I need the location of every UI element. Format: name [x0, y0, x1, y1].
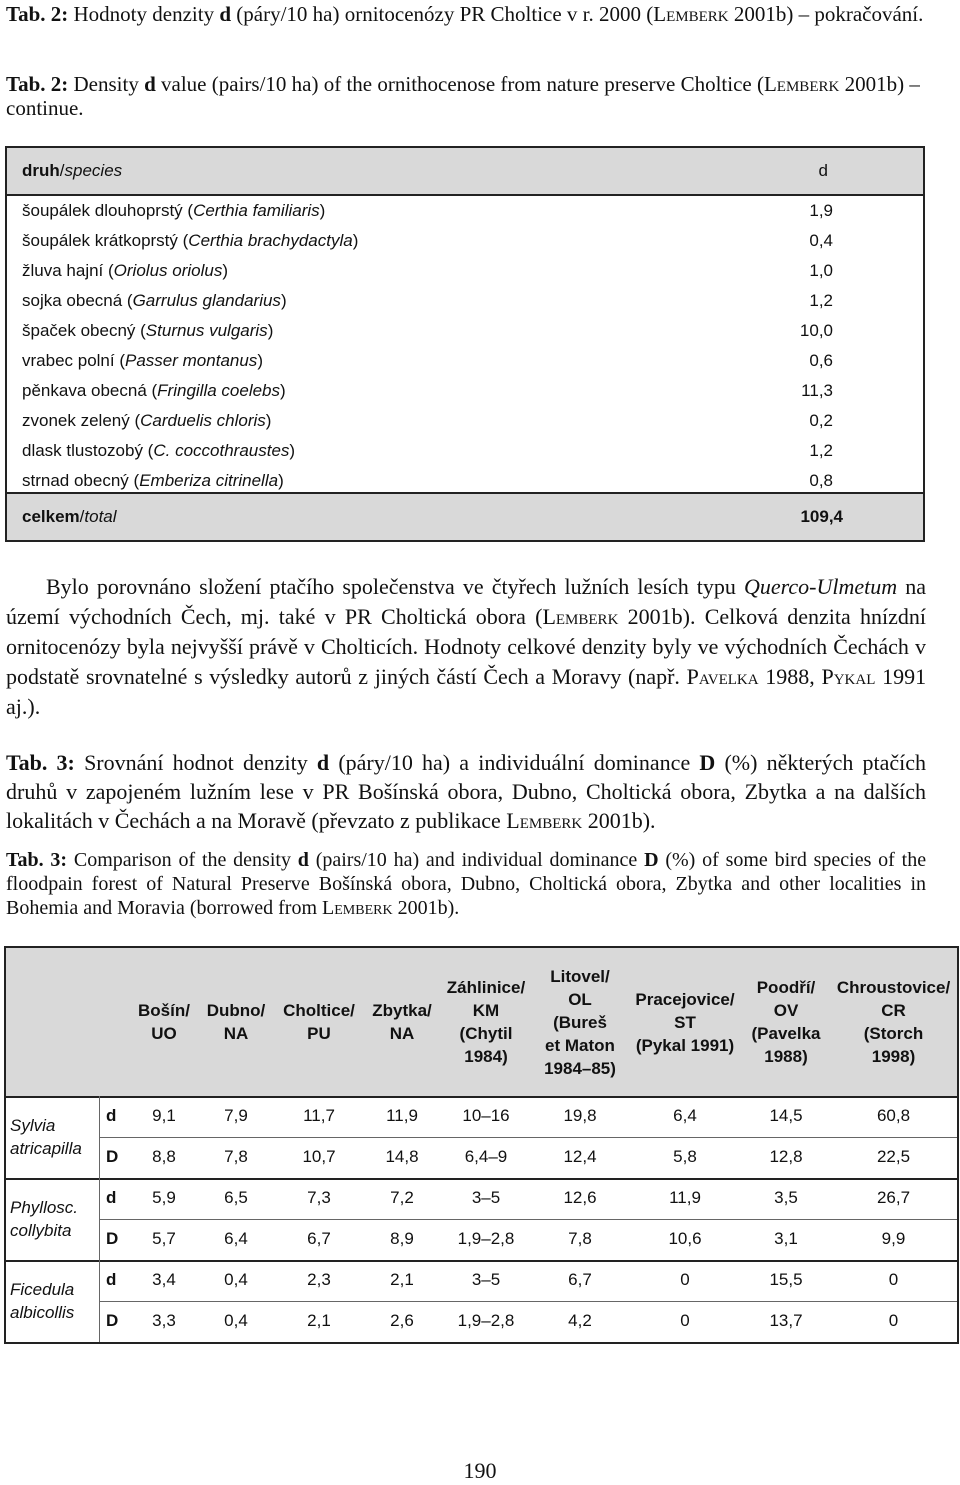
table3-caption-en: [6, 848, 926, 920]
table2-value: 0,4: [809, 231, 833, 250]
table2-row: [7, 376, 923, 406]
table2-species: špaček obecný (Sturnus vulgaris): [22, 321, 274, 340]
table3-cell: 1,9–2,8: [457, 1311, 515, 1330]
caption-author: Lemberk: [322, 897, 393, 919]
table3-column-header: Pracejovice/ ST (Pykal 1991): [635, 989, 735, 1055]
table3-cell: 9,1: [152, 1106, 176, 1125]
table2-total-value: 109,4: [800, 507, 843, 526]
table3-cell: 10–16: [462, 1106, 510, 1125]
table3-species-name: Ficedula albicollis: [10, 1280, 75, 1322]
table2-row: [7, 256, 923, 286]
table3-cell: 4,2: [568, 1311, 592, 1330]
caption-author: Lemberk: [506, 808, 583, 833]
table3-row-divider: [6, 1260, 957, 1262]
caption-text: (pairs/10 ha) and individual dominance: [315, 849, 638, 871]
table3-cell: 9,9: [881, 1229, 906, 1248]
table3-cell: 5,8: [673, 1147, 697, 1166]
table2-species: dlask tlustozobý (C. coccothraustes): [22, 441, 296, 460]
table3-cell: 2,1: [390, 1270, 414, 1289]
caption-text: Comparison of the density: [73, 849, 291, 871]
table3-cell: 26,7: [876, 1188, 911, 1207]
table3-species-name: Sylvia atricapilla: [10, 1116, 82, 1158]
table2: [5, 146, 925, 542]
table2-value: 1,2: [809, 291, 833, 310]
table3-row-divider: [6, 1178, 957, 1180]
table3-cell: 5,7: [152, 1229, 176, 1248]
caption-tab-label: Tab. 2:: [6, 2, 69, 26]
table3-row-label: d: [106, 1188, 117, 1207]
caption-tab-label: Tab. 3:: [6, 849, 68, 871]
table2-value: 0,6: [809, 351, 833, 370]
table2-value: 11,3: [801, 381, 833, 400]
caption-symbol: d: [316, 750, 330, 775]
caption-text: 2001b) – continue.: [6, 72, 920, 120]
body-paragraph: [6, 572, 926, 722]
caption-text: Srovnání hodnot denzity: [84, 750, 308, 775]
table2-footer: [7, 492, 923, 540]
paragraph-author: Pykal: [821, 664, 876, 689]
table2-species: sojka obecná (Garrulus glandarius): [22, 291, 287, 310]
table3-cell: 11,9: [386, 1106, 418, 1125]
caption-text: Hodnoty denzity: [73, 2, 215, 26]
table3-column-header: Zbytka/ NA: [372, 1001, 432, 1043]
table2-header-value: d: [818, 161, 828, 180]
table2-value: 0,2: [809, 411, 833, 430]
table3-row-label: D: [106, 1229, 119, 1248]
table3: [4, 946, 959, 1344]
table2-caption-cz: [6, 2, 928, 26]
table3-cell: 22,5: [876, 1147, 911, 1166]
caption-text: (%) některých ptačích druhů v zapojeném lužním lese v PR Bošínská obora, Dubno, Choltická obora, Zbytka a na dalších lokalitách v Čechách a na Moravě (převzato z publikace: [6, 750, 927, 833]
caption-text: value (pairs/10 ha) of the ornithocenose from nature preserve Choltice (: [161, 72, 764, 96]
table3-cell: 15,5: [769, 1270, 803, 1289]
caption-text: (páry/10 ha) a individuální dominance: [338, 750, 691, 775]
table3-row-label: d: [106, 1106, 117, 1125]
table3-caption-cz: [6, 748, 926, 835]
table2-species: pěnkava obecná (Fringilla coelebs): [22, 381, 286, 400]
table3-cell: 7,2: [390, 1188, 414, 1207]
caption-symbol: D: [699, 750, 716, 775]
table3-cell: 0: [888, 1311, 899, 1330]
caption-text: (páry/10 ha) ornitocenózy PR Choltice v r. 2000 (: [236, 2, 654, 26]
table3-cell: 7,8: [568, 1229, 592, 1248]
table2-header-species: druh/species: [22, 161, 123, 180]
table2-species: strnad obecný (Emberiza citrinella): [22, 471, 284, 490]
table3-cell: 7,3: [307, 1188, 331, 1207]
table3-column-divider: [99, 1096, 100, 1342]
table3-cell: 8,8: [152, 1147, 176, 1166]
table3-row-label: D: [106, 1147, 119, 1166]
caption-text: (%) of some bird species of the floodpain forest of Natural Preserve Bošínská obora, Dubno, Choltická obora, Zbytka and other localities in Bohemia and Moravia (borrowed from: [6, 849, 927, 919]
caption-author: Lemberk: [763, 72, 840, 96]
table3-cell: 12,4: [563, 1147, 597, 1166]
table2-value: 1,0: [809, 261, 833, 280]
caption-text: 2001b).: [587, 808, 656, 833]
table3-cell: 7,8: [224, 1147, 248, 1166]
table3-row-divider: [99, 1219, 957, 1220]
table2-row: [7, 316, 923, 346]
table2-header: [7, 148, 923, 196]
table2-species: vrabec polní (Passer montanus): [22, 351, 263, 370]
table3-cell: 14,8: [385, 1147, 419, 1166]
table3-cell: 6,4: [673, 1106, 697, 1125]
caption-text: 2001b) – pokračování.: [733, 2, 924, 26]
table2-row: [7, 406, 923, 436]
caption-text: Density: [73, 72, 139, 96]
paragraph-text: Bylo porovnáno složení ptačího společenstva ve čtyřech lužních lesích typu: [46, 574, 736, 599]
table3-column-header: Bošín/ UO: [138, 1001, 190, 1043]
table3-cell: 6,4: [224, 1229, 248, 1248]
table3-column-header: Chroustovice/ CR (Storch 1998): [836, 978, 951, 1066]
table2-row: [7, 196, 923, 226]
caption-tab-label: Tab. 2:: [6, 72, 69, 96]
table3-cell: 11,9: [669, 1188, 701, 1207]
table3-species-name: Phyllosc. collybita: [10, 1198, 79, 1240]
table3-column-header: Dubno/ NA: [206, 1001, 266, 1043]
paragraph-text: 1991 aj.).: [6, 664, 927, 719]
table2-value: 0,8: [809, 471, 833, 490]
table3-cell: 12,8: [769, 1147, 803, 1166]
table2-species: šoupálek krátkoprstý (Certhia brachydactyla): [22, 231, 359, 250]
table2-value: 1,2: [809, 441, 833, 460]
table3-row-divider: [99, 1301, 957, 1302]
table3-cell: 3,3: [152, 1311, 176, 1330]
table2-value: 1,9: [809, 201, 833, 220]
table3-cell: 19,8: [563, 1106, 597, 1125]
table3-cell: 6,4–9: [464, 1147, 508, 1166]
paragraph-author: Lemberk: [542, 604, 619, 629]
table2-value: 10,0: [799, 321, 833, 340]
caption-tab-label: Tab. 3:: [6, 750, 75, 775]
table3-cell: 2,1: [307, 1311, 331, 1330]
table3-cell: 2,3: [307, 1270, 331, 1289]
table3-cell: 0,4: [224, 1270, 248, 1289]
caption-symbol: D: [644, 849, 659, 871]
caption-symbol: d: [297, 849, 309, 871]
table3-cell: 10,7: [302, 1147, 336, 1166]
table3-cell: 0,4: [224, 1311, 248, 1330]
table3-cell: 3–5: [471, 1188, 501, 1207]
table3-cell: 12,6: [563, 1188, 597, 1207]
table3-cell: 0: [888, 1270, 899, 1289]
table2-species: žluva hajní (Oriolus oriolus): [22, 261, 228, 280]
table3-cell: 13,7: [769, 1311, 803, 1330]
table3-column-header: Choltice/ PU: [283, 1001, 355, 1043]
table3-cell: 60,8: [876, 1106, 911, 1125]
table3-cell: 3,4: [152, 1270, 176, 1289]
caption-symbol: d: [144, 72, 156, 96]
table3-row-label: d: [106, 1270, 117, 1289]
table3-cell: 0: [680, 1270, 690, 1289]
table3-cell: 3,1: [774, 1229, 798, 1248]
paragraph-text: 1988,: [765, 664, 815, 689]
caption-author: Lemberk: [653, 2, 729, 26]
table3-cell: 1,9–2,8: [457, 1229, 515, 1248]
table2-row: [7, 346, 923, 376]
table3-cell: 7,9: [224, 1106, 248, 1125]
paragraph-text: na území východních Čech, mj. také v PR Choltická obora (: [6, 574, 927, 629]
table3-cell: 11,7: [303, 1106, 335, 1125]
table3-cell: 3,5: [774, 1188, 798, 1207]
table3-cell: 10,6: [668, 1229, 702, 1248]
table3-cell: 0: [680, 1311, 690, 1330]
table2-species: zvonek zelený (Carduelis chloris): [22, 411, 272, 430]
table3-cell: 5,9: [152, 1188, 176, 1207]
caption-text: 2001b).: [397, 897, 460, 919]
paragraph-author: Pavelka: [686, 664, 759, 689]
table2-row: [7, 286, 923, 316]
table3-column-header: Litovel/ OL (Bureš et Maton 1984–85): [544, 966, 616, 1078]
table3-row-label: D: [106, 1311, 119, 1330]
table3-row-divider: [99, 1137, 957, 1138]
table3-header: [6, 948, 957, 1098]
caption-symbol: d: [219, 2, 232, 26]
table3-cell: 6,7: [307, 1229, 331, 1248]
table3-cell: 3–5: [471, 1270, 501, 1289]
table2-total-label: celkem/total: [22, 507, 117, 526]
table3-column-header: Záhlinice/ KM (Chytil 1984): [446, 978, 526, 1066]
page-number: 190: [463, 1458, 497, 1483]
table3-cell: 8,9: [390, 1229, 414, 1248]
table2-row: [7, 436, 923, 466]
table3-cell: 6,7: [568, 1270, 592, 1289]
table3-cell: 6,5: [224, 1188, 248, 1207]
table2-row: [7, 226, 923, 256]
paragraph-italic: Querco-Ulmetum: [744, 574, 898, 599]
table3-column-header: Poodří/ OV (Pavelka 1988): [751, 978, 821, 1066]
table2-caption-en: [6, 72, 928, 120]
table3-cell: 2,6: [390, 1311, 414, 1330]
table2-species: šoupálek dlouhoprstý (Certhia familiaris): [22, 201, 326, 220]
paragraph-text: 2001b). Celková denzita hnízdní ornitocenózy byla nejvyšší právě v Cholticích. Hodnoty celkové denzity byly ve východních Čechách v podstatě srovnatelné s výsledky autorů z jiných částí Čech a Moravy (např.: [6, 604, 926, 689]
table3-cell: 14,5: [769, 1106, 803, 1125]
